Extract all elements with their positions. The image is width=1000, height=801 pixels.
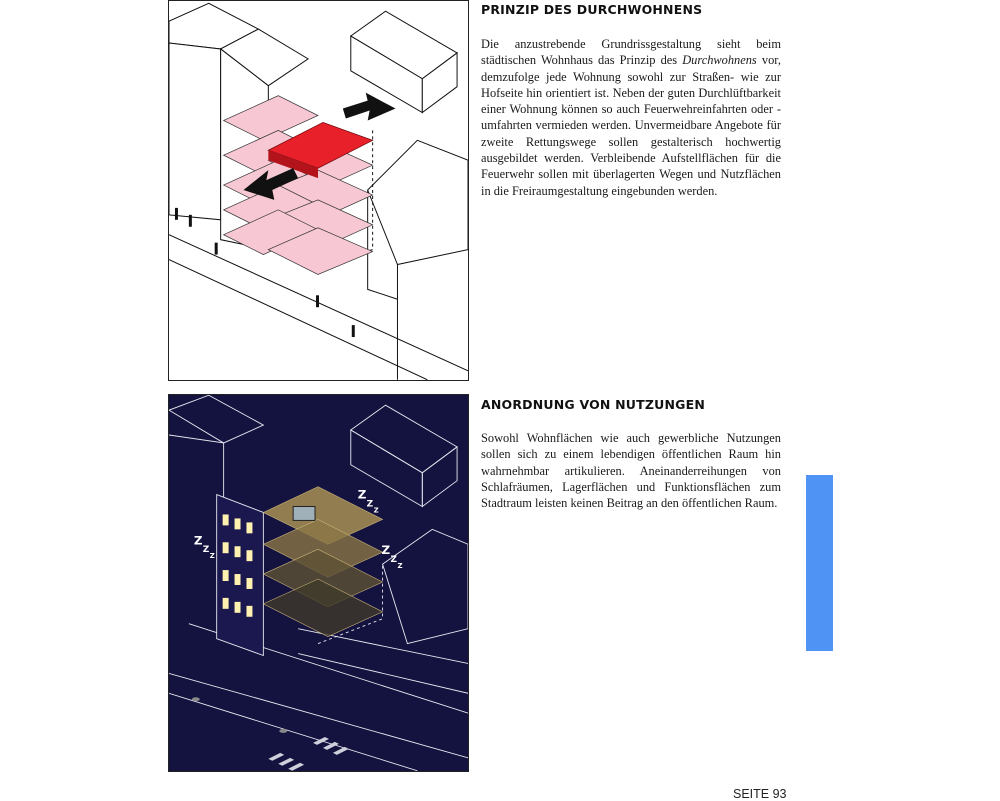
left-block-outline — [169, 435, 224, 599]
section-heading-nutzungen: ANORDNUNG VON NUTZUNGEN — [481, 397, 706, 412]
sleep-mark: Z — [357, 487, 367, 502]
street-edge-line — [169, 260, 427, 380]
sleep-mark: Z — [381, 543, 391, 558]
street-line-1 — [169, 673, 468, 757]
usage-floor-plates — [263, 487, 382, 637]
page-number: SEITE 93 — [733, 787, 787, 801]
arrow-courtyard-side — [343, 93, 396, 121]
pedestrian-3 — [215, 243, 218, 255]
pedestrian-4 — [316, 295, 319, 307]
body-text-part: vor, demzufolge jede Wohnung sowohl zur Straßen- wie zur Hofseite hin orientiert ist. Neben der guten Durchlüftbarkeit einer Wohnung können so auch Feuerwehreinfahrten oder -umfahrten vermieden werden. Unvermeidbare Angebote für zweite Rettungswege sollen gestalterisch hochwertig ausgebildet werden. Verbleibende Aufstellflächen für die Feuerwehr sollen mit überlagerten Wegen und Nutzflächen in die Freiraumgestaltung eingebunden werden. — [481, 53, 781, 198]
window — [246, 578, 252, 589]
window — [223, 514, 229, 525]
window — [246, 606, 252, 617]
rear-block-roof — [351, 405, 457, 473]
floor-plates — [224, 96, 373, 275]
crosswalk-stripe — [288, 763, 304, 771]
figure-nutzungen-diagram — [168, 394, 469, 772]
window — [235, 546, 241, 557]
window — [246, 522, 252, 533]
body-text-emphasis: Durchwohnens — [682, 53, 757, 68]
rear-block-side — [422, 447, 457, 507]
window — [235, 574, 241, 585]
sleep-mark: Z — [373, 506, 379, 515]
body-text-part: Die anzustrebende Grundrissgestaltung sieht beim städtischen Wohnhaus das Prinzip des — [481, 37, 781, 68]
left-block-roof — [169, 395, 263, 443]
figure-durchwohnen-diagram — [168, 0, 469, 381]
nutzungen-axonometric — [169, 395, 468, 771]
sleep-mark: Z — [390, 555, 398, 566]
manhole — [279, 729, 287, 733]
sleep-mark: Z — [366, 499, 374, 510]
window — [223, 542, 229, 553]
crosswalk-stripe — [278, 758, 294, 766]
window — [223, 570, 229, 581]
window — [223, 598, 229, 609]
durchwohnen-axonometric — [169, 1, 468, 380]
crosswalk-stripe — [313, 737, 329, 745]
skylight — [293, 507, 315, 521]
pedestrian-5 — [352, 325, 355, 337]
pedestrian-2 — [189, 215, 192, 227]
crosswalk-stripe — [268, 753, 284, 761]
section-body-durchwohnen — [481, 36, 781, 199]
sleep-mark: Z — [209, 552, 215, 561]
right-block — [383, 529, 468, 643]
section-body-nutzungen: Sowohl Wohnflächen wie auch gewerbliche Nutzungen sollen sich zu einem lebendigen öffentlichen Raum hin wahrnehmbar artikulieren. Aneinanderreihungen von Schlafräumen, Lagerflächen und Funktionsflächen zum Stadtraum leisten keinen Beitrag an den öffentlichen Raum. — [481, 431, 781, 511]
street-line-2 — [169, 693, 417, 770]
window — [235, 602, 241, 613]
window — [246, 550, 252, 561]
manhole — [192, 697, 200, 701]
sleep-mark: Z — [193, 533, 203, 548]
crosswalk-stripe — [333, 747, 349, 755]
pedestrian-1 — [175, 208, 178, 220]
sleep-mark: Z — [397, 562, 403, 571]
chapter-tab-marker — [806, 475, 833, 651]
right-block — [368, 140, 468, 264]
left-block-facade — [169, 43, 221, 220]
window — [235, 518, 241, 529]
street-line-4 — [298, 654, 468, 694]
crosswalk — [268, 737, 348, 771]
section-heading-durchwohnen: PRINZIP DES DURCHWOHNENS — [481, 2, 703, 17]
sleep-mark: Z — [202, 545, 210, 556]
